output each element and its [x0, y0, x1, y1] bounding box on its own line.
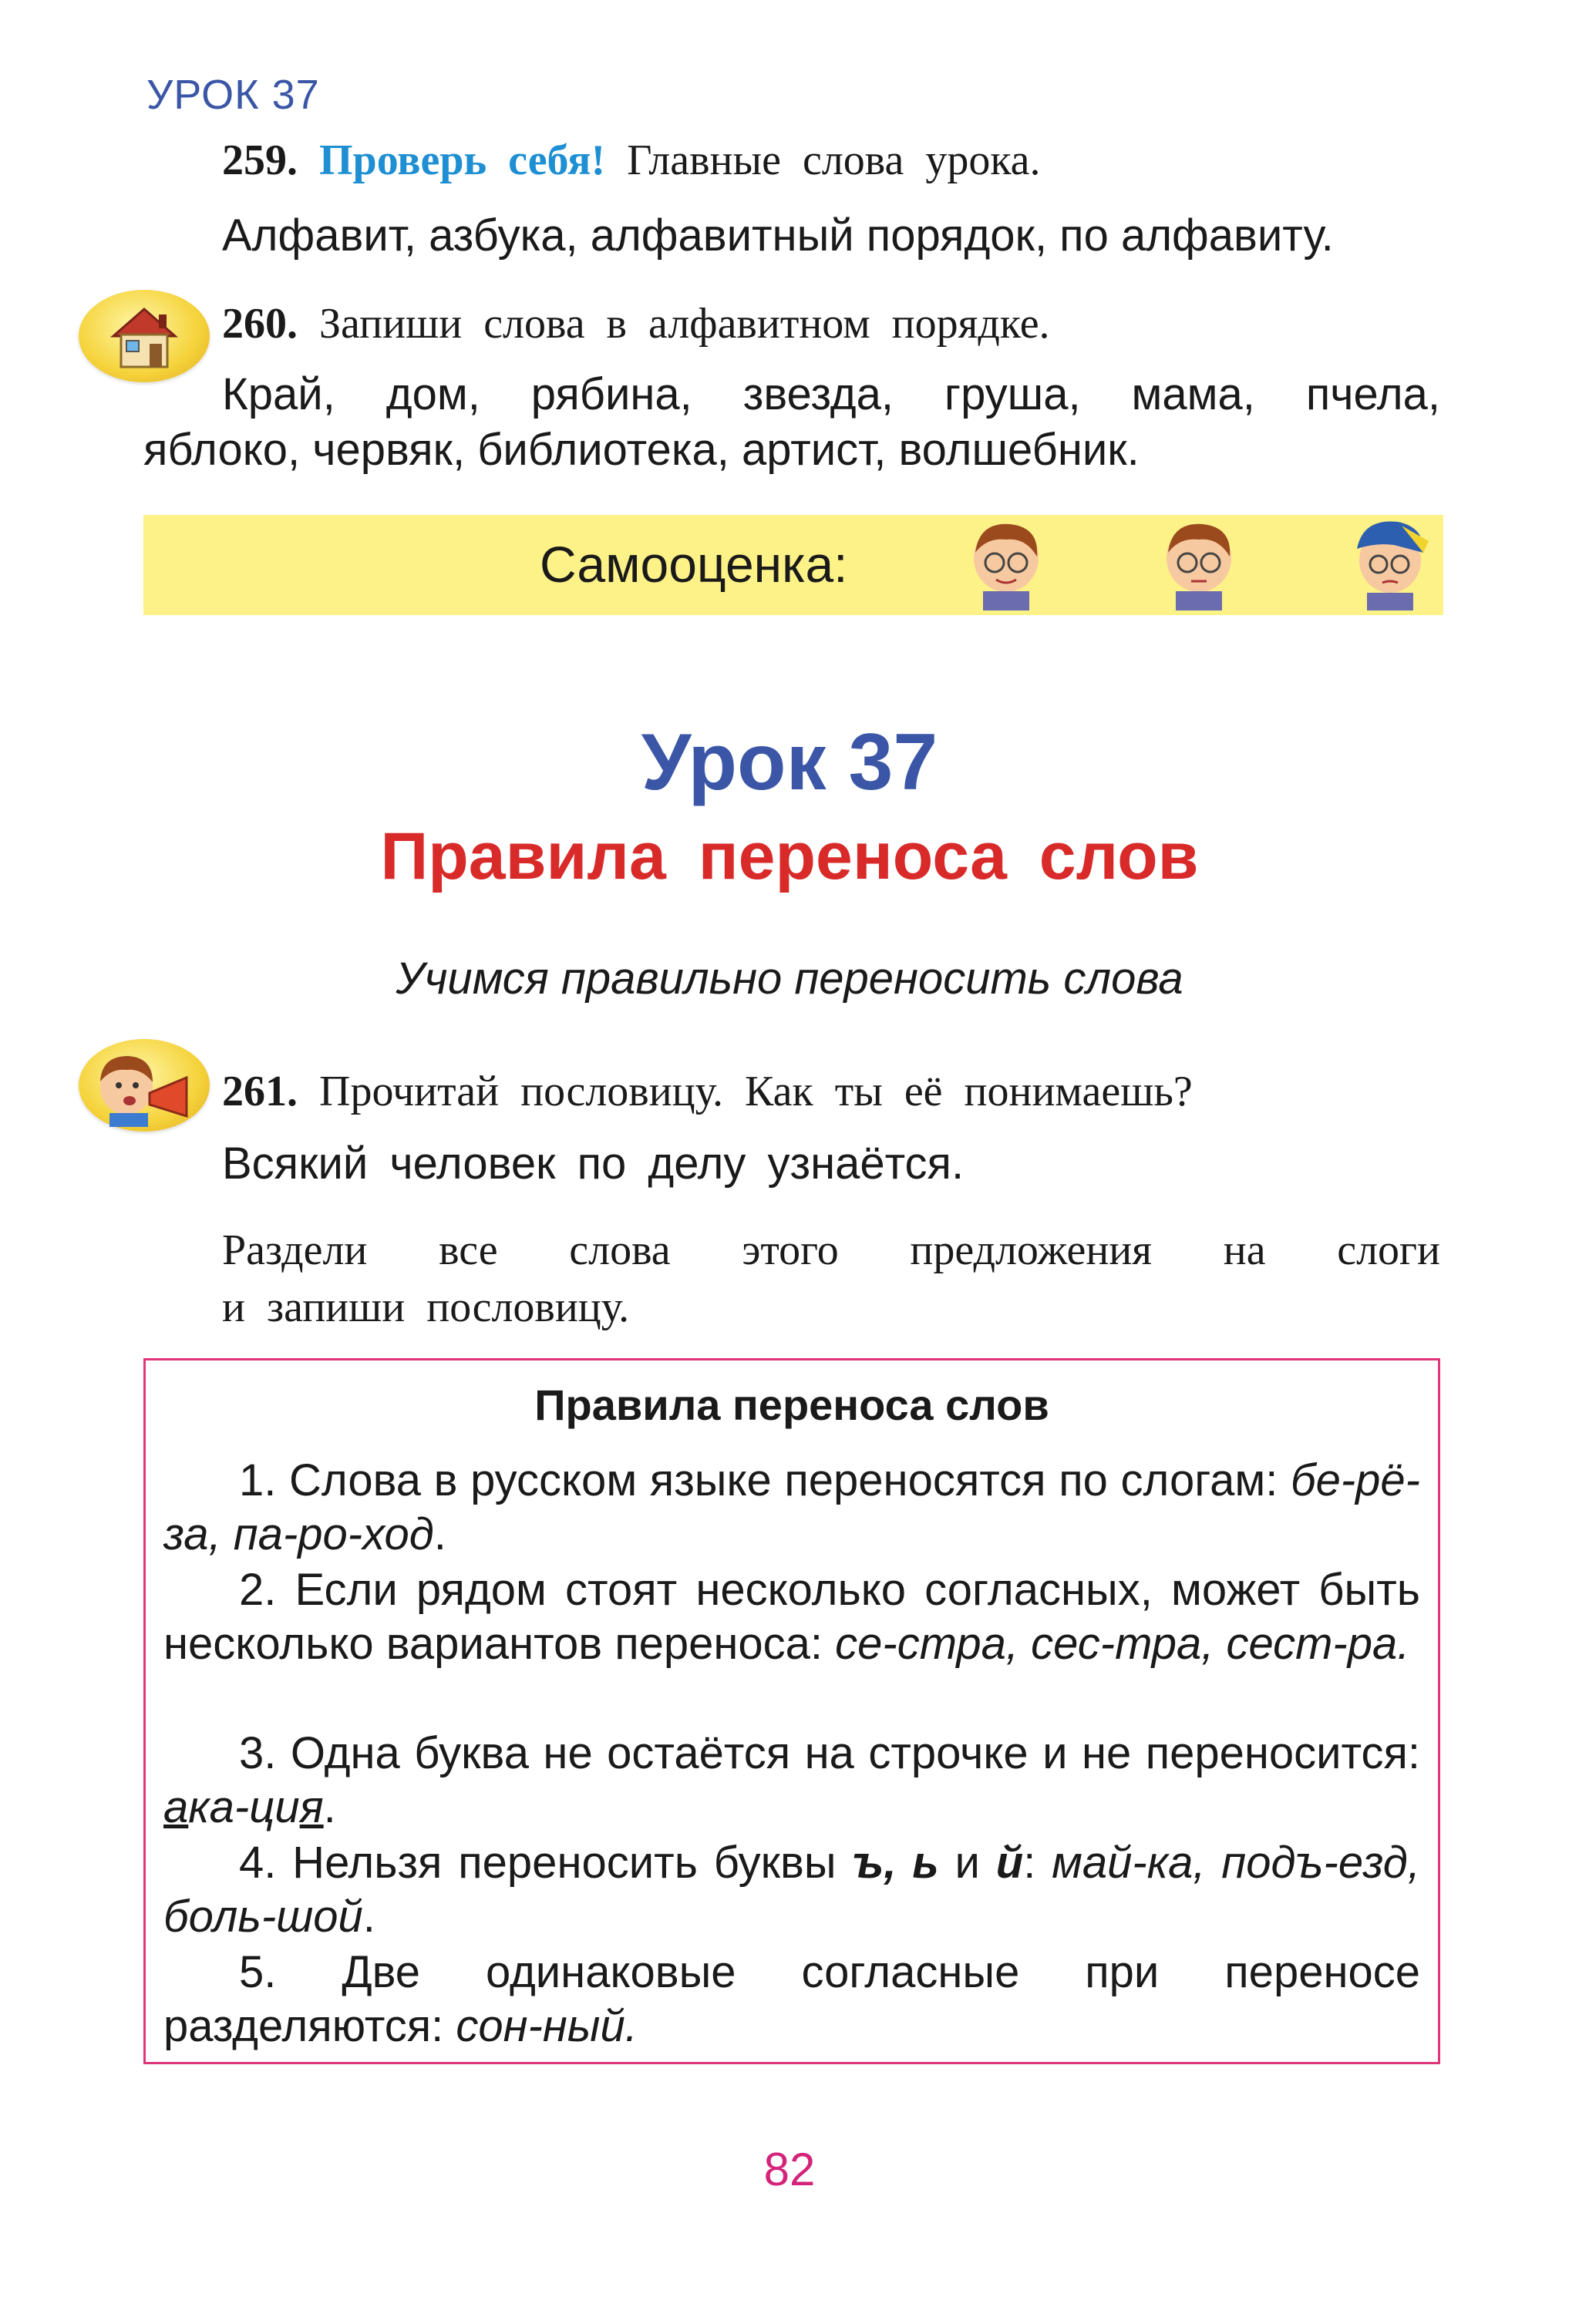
- lesson-title: Урок 37: [641, 718, 938, 807]
- exercise-number: 260.: [222, 300, 298, 348]
- rule-example: сон-ный.: [456, 2001, 638, 2051]
- exercise-259-heading: [222, 133, 1440, 188]
- rule-3: 3. Одна буква не остаётся на строчке и не переносится: ака-ция.: [163, 1728, 1420, 1832]
- check-yourself-label: Проверь себя!: [319, 136, 606, 184]
- exercise-instruction: Запиши слова в алфавитном порядке.: [319, 300, 1050, 348]
- exercise-260-words-line2: яблоко, червяк, библиотека, артист, волшебник.: [143, 425, 1140, 475]
- rule-2: [163, 1563, 1420, 1671]
- boy-face-icon[interactable]: [964, 518, 1049, 610]
- rule-and: и: [954, 1838, 980, 1888]
- page-number: 82: [763, 2144, 816, 2195]
- exercise-261-task-line2: и запиши пословицу.: [222, 1283, 630, 1331]
- rule-letters: ъ, ь: [852, 1838, 939, 1888]
- exercise-number: 261.: [222, 1068, 298, 1115]
- rule-text: 3. Одна буква не остаётся на строчке и не переносится:: [239, 1728, 1420, 1778]
- exercise-instruction: Прочитай пословицу. Как ты её понимаешь?: [319, 1068, 1193, 1115]
- exercise-259-words: Алфавит, азбука, алфавитный порядок, по алфавиту.: [222, 210, 1334, 261]
- exercise-number: 259.: [222, 136, 298, 184]
- rule-1: 1. Слова в русском языке переносятся по слогам: бе-рё-за, па-ро-ход.: [163, 1455, 1420, 1559]
- rule-text: 2. Если рядом стоят несколько согласных, может быть несколько вариантов переноса:: [163, 1565, 1420, 1669]
- running-head: УРОК 37: [146, 72, 320, 118]
- exercise-260-heading: [222, 296, 1440, 351]
- exercise-instruction: Главные слова урока.: [627, 136, 1041, 184]
- rule-example: бе-рё-за, па-ро-ход: [163, 1455, 1420, 1559]
- rules-title: Правила переноса слов: [534, 1381, 1049, 1429]
- boy-megaphone-icon: [79, 1039, 210, 1132]
- exercise-261-heading: [222, 1064, 1440, 1119]
- rule-example: ака-ция: [163, 1782, 324, 1832]
- self-assessment-label: Самооценка:: [540, 536, 848, 593]
- proverb: Всякий человек по делу узнаётся.: [222, 1138, 965, 1189]
- rule-text: 4. Нельзя переносить буквы: [239, 1838, 837, 1888]
- exercise-260-words-line1: Край, дом, рябина, звезда, груша, мама, пчела,: [222, 369, 1440, 419]
- rule-letter-y: й: [995, 1838, 1024, 1888]
- lesson-goal: Учимся правильно переносить слова: [396, 953, 1183, 1004]
- rule-5: [163, 1946, 1420, 2053]
- rule-example: се-стра, сес-тра, сест-ра.: [835, 1619, 1410, 1669]
- rule-text: 1. Слова в русском языке переносятся по слогам:: [239, 1455, 1278, 1505]
- rule-text: 5. Две одинаковые согласные при переносе разделяются:: [163, 1947, 1420, 2051]
- lesson-subtitle: Правила переноса слов: [380, 819, 1199, 893]
- rule-example: май-ка, подъ-езд, боль-шой: [163, 1838, 1420, 1942]
- boy-cap-face-icon[interactable]: [1348, 518, 1433, 610]
- exercise-261-task-line1: Раздели все слова этого предложения на слоги: [222, 1226, 1440, 1274]
- rule-4: 4. Нельзя переносить буквы ъ, ь и й: май-ка, подъ-езд, боль-шой.: [163, 1838, 1420, 1942]
- boy-face-icon[interactable]: [1156, 518, 1241, 610]
- house-icon: [79, 290, 210, 382]
